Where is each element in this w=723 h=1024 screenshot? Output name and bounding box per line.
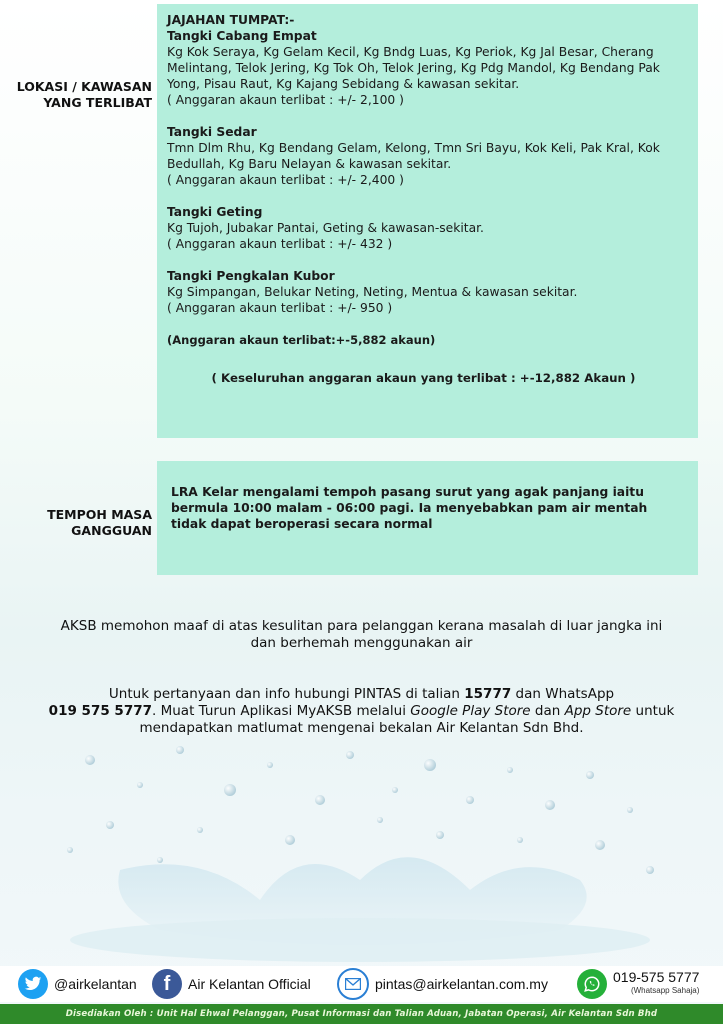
tank-places: Kg Kok Seraya, Kg Gelam Kecil, Kg Bndg Luas, Kg Periok, Kg Jal Besar, Cherang Melintang, Telok Jering, Kg Tok Oh, Telok Jering, Kg Pdg Mandol, Kg Bendang Pak Yong, Pisau Raut, Kg Kajang Sebidang & kawasan sekitar.: [167, 45, 660, 91]
disruption-duration-panel: [157, 461, 698, 575]
tank-title: Tangki Geting: [167, 205, 263, 219]
whatsapp-number: 019 575 5777: [48, 703, 153, 719]
tank-group: [167, 124, 688, 188]
tank-places: Tmn Dlm Rhu, Kg Bendang Gelam, Kelong, Tmn Sri Bayu, Kok Keli, Pak Kral, Kok Bedullah, Kg Baru Nelayan & kawasan sekitar.: [167, 141, 660, 171]
area-label-line1: LOKASI / KAWASAN: [16, 79, 152, 94]
twitter-icon: [18, 969, 48, 999]
grand-total: ( Keseluruhan anggaran akaun yang terlibat : +-12,882 Akaun ): [211, 371, 636, 385]
apology-notice: AKSB memohon maaf di atas kesulitan para pelanggan kerana masalah di luar jangka ini dan berhemah menggunakan air: [60, 618, 663, 651]
tank-estimate: ( Anggaran akaun terlibat : +/- 950 ): [167, 301, 393, 315]
tank-places: Kg Simpangan, Belukar Neting, Neting, Mentua & kawasan sekitar.: [167, 285, 578, 299]
tank-places: Kg Tujoh, Jubakar Pantai, Geting & kawasan-sekitar.: [167, 221, 484, 235]
tank-group: [167, 28, 688, 108]
water-splash-image: [0, 730, 723, 966]
tank-group: [167, 204, 688, 252]
hotline-number: 15777: [464, 686, 512, 702]
whatsapp-contact[interactable]: [577, 969, 699, 999]
district-heading: JAJAHAN TUMPAT:-: [167, 13, 295, 27]
tank-title: Tangki Cabang Empat: [167, 29, 317, 43]
prepared-by-credit: Disediakan Oleh : Unit Hal Ehwal Pelanggan, Pusat Informasi dan Talian Aduan, Jabatan Operasi, Air Kelantan Sdn Bhd: [0, 1004, 723, 1024]
tank-estimate: ( Anggaran akaun terlibat : +/- 2,400 ): [167, 173, 404, 187]
duration-label-line2: GANGGUAN: [71, 523, 152, 538]
area-label-line2: YANG TERLIBAT: [43, 95, 152, 110]
whatsapp-note: (Whatsapp Sahaja): [630, 986, 700, 995]
contact-text: dan: [530, 703, 565, 719]
google-play-store: Google Play Store: [410, 703, 531, 719]
contact-text: dan WhatsApp: [511, 686, 615, 702]
tank-group: [167, 268, 688, 316]
facebook-name: Air Kelantan Official: [188, 976, 311, 992]
area-label: [17, 79, 152, 111]
contact-text: untuk mendapatkan matlumat mengenai bekalan Air Kelantan Sdn Bhd.: [139, 703, 675, 736]
duration-label-line1: TEMPOH MASA: [47, 507, 152, 522]
duration-text: LRA Kelar mengalami tempoh pasang surut yang agak panjang iaitu bermula 10:00 malam - 06:00 pagi. Ia menyebabkan pam air mentah tidak dapat beroperasi secara normal: [171, 485, 648, 531]
twitter-handle: @airkelantan: [54, 976, 137, 992]
affected-areas-panel: [157, 4, 698, 438]
contact-text: Untuk pertanyaan dan info hubungi PINTAS di talian: [108, 686, 465, 702]
tank-estimate: ( Anggaran akaun terlibat : +/- 432 ): [167, 237, 393, 251]
footer-contact-bar: [0, 966, 723, 1002]
twitter-contact[interactable]: [18, 969, 137, 999]
whatsapp-icon: [577, 969, 607, 999]
email-icon: [337, 968, 369, 1000]
district-subtotal: (Anggaran akaun terlibat:+-5,882 akaun): [167, 333, 436, 347]
duration-label: [47, 507, 152, 539]
app-store: App Store: [564, 703, 632, 719]
whatsapp-number-footer: 019-575 5777: [613, 969, 700, 985]
tank-title: Tangki Pengkalan Kubor: [167, 269, 335, 283]
facebook-icon: f: [152, 969, 182, 999]
contact-text: . Muat Turun Aplikasi MyAKSB melalui: [152, 703, 411, 719]
tank-estimate: ( Anggaran akaun terlibat : +/- 2,100 ): [167, 93, 404, 107]
facebook-contact[interactable]: [152, 969, 311, 999]
tank-title: Tangki Sedar: [167, 125, 257, 139]
email-contact[interactable]: [337, 968, 548, 1000]
email-address: pintas@airkelantan.com.my: [375, 976, 548, 992]
